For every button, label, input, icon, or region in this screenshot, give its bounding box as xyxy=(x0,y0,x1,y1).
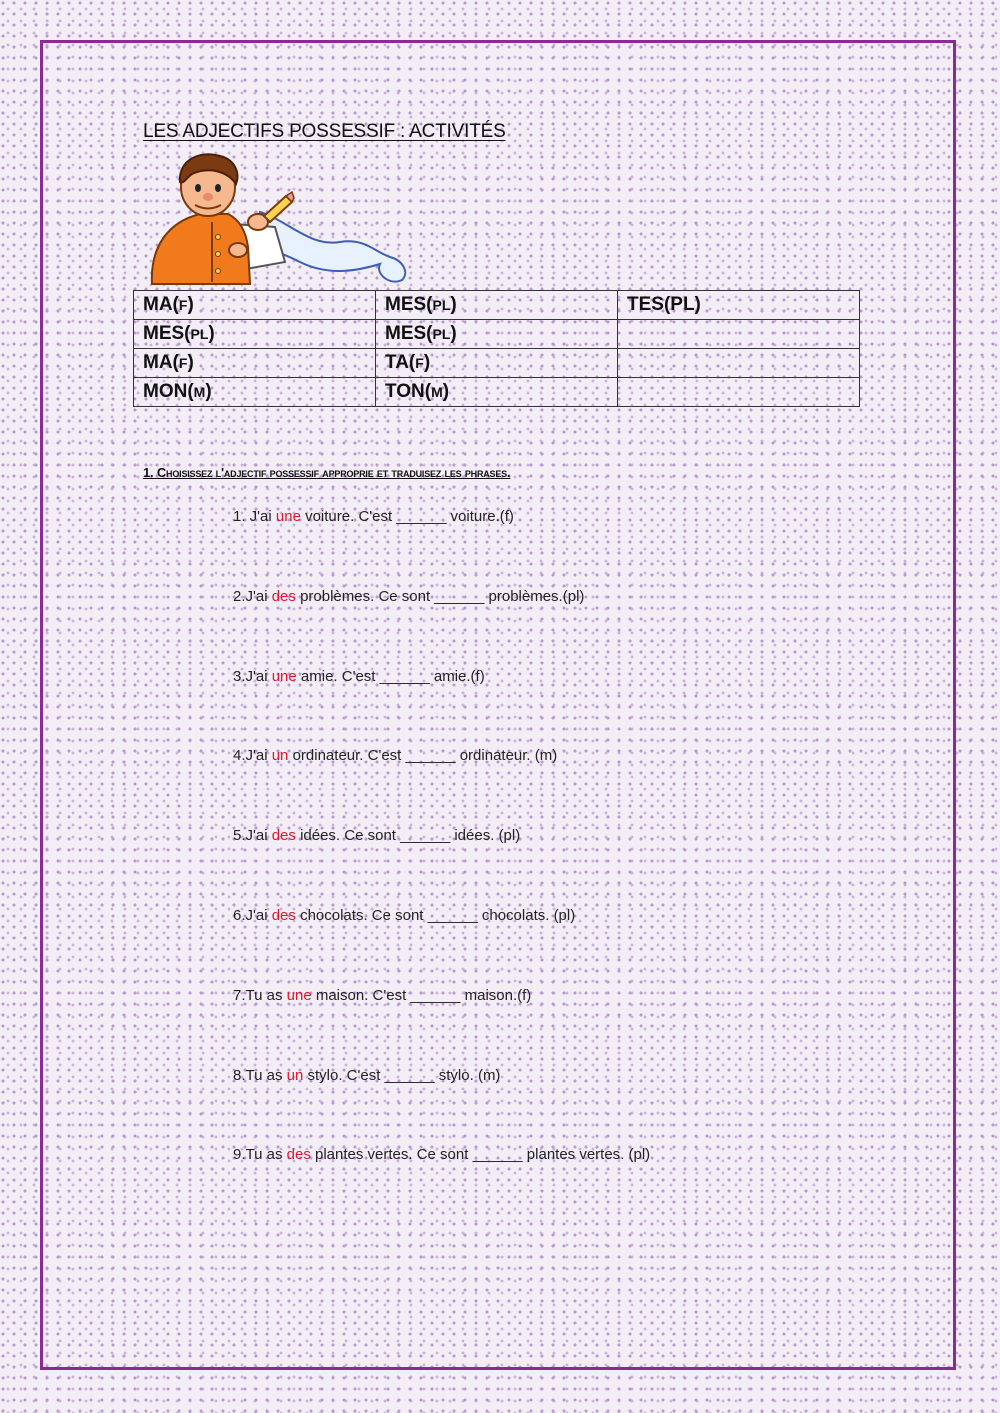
sentence-end: amie. C'est ______ amie.(f) xyxy=(296,667,485,685)
cell-word: MA( xyxy=(143,294,179,315)
cell-word: TA( xyxy=(385,352,416,373)
cell-gender: F xyxy=(178,355,188,371)
sentence-end: problèmes. Ce sont ______ problèmes.(pl) xyxy=(295,587,585,605)
table-cell xyxy=(618,291,860,320)
page-title: LES ADJECTIFS POSSESSIF : ACTIVITÉS xyxy=(143,121,506,142)
table-cell xyxy=(618,320,860,349)
sentence-start: 2.J'ai xyxy=(233,587,272,605)
cell-word: MON( xyxy=(143,381,194,402)
cell-gender: PL xyxy=(432,326,451,342)
exercise-sentence xyxy=(233,1067,500,1084)
table-cell xyxy=(618,378,860,407)
exercise-sentence xyxy=(233,987,531,1004)
exercise-sentence xyxy=(233,827,520,844)
sentence-end: stylo. C'est ______ stylo. (m) xyxy=(303,1066,501,1084)
cell-word: TES(PL) xyxy=(627,294,701,315)
table-cell xyxy=(376,349,618,378)
article-highlight: des xyxy=(286,1146,311,1164)
sentence-end: idées. Ce sont ______ idées. (pl) xyxy=(295,827,521,845)
cell-gender: F xyxy=(178,297,188,313)
article-highlight: une xyxy=(286,986,312,1004)
cell-gender: PL xyxy=(432,297,451,313)
table-row xyxy=(134,349,860,378)
table-row xyxy=(134,378,860,407)
cell-close: ) xyxy=(205,381,212,402)
table-row xyxy=(134,291,860,320)
exercise-sentence xyxy=(233,668,485,685)
sentence-start: 3.J'ai xyxy=(233,667,272,685)
table-cell xyxy=(618,349,860,378)
cell-close: ) xyxy=(208,323,215,344)
table-cell xyxy=(376,320,618,349)
table-cell xyxy=(134,378,376,407)
article-highlight: une xyxy=(271,667,297,685)
cell-word: MA( xyxy=(143,352,179,373)
sentence-end: voiture. C'est ______ voiture.(f) xyxy=(300,508,514,525)
cell-word: MES( xyxy=(143,323,191,344)
cell-close: ) xyxy=(442,381,450,402)
cell-close: ) xyxy=(450,294,457,315)
table-cell xyxy=(134,291,376,320)
exercise-sentence xyxy=(233,1146,650,1163)
article-highlight: un xyxy=(286,1066,304,1084)
article-highlight: un xyxy=(271,747,289,765)
table-cell xyxy=(134,320,376,349)
sentence-end: chocolats. Ce sont ______ chocolats. (pl) xyxy=(295,907,576,924)
boy-writing-illustration xyxy=(140,152,415,287)
cell-gender: M xyxy=(431,384,443,400)
sentence-start: 1. J'ai xyxy=(233,508,276,525)
exercise-sentence xyxy=(233,508,514,525)
exercise-sentence xyxy=(233,747,557,764)
cell-gender: PL xyxy=(190,326,209,342)
article-highlight: des xyxy=(271,907,296,924)
article-highlight: des xyxy=(271,587,296,605)
table-cell xyxy=(376,291,618,320)
table-cell xyxy=(134,349,376,378)
cell-word: MES( xyxy=(385,323,433,344)
possessive-table xyxy=(133,290,860,407)
sentence-start: 7.Tu as xyxy=(233,986,287,1004)
sentence-start: 4.J'ai xyxy=(233,747,272,765)
sentence-start: 5.J'ai xyxy=(233,827,272,845)
cell-close: ) xyxy=(450,323,457,344)
table-row xyxy=(134,320,860,349)
cell-gender: F xyxy=(415,355,424,371)
cell-word: MES( xyxy=(385,294,433,315)
sentence-end: maison. C'est ______ maison.(f) xyxy=(311,986,532,1004)
sentence-end: plantes vertes. Ce sont ______ plantes vertes. (pl) xyxy=(310,1146,651,1164)
sentence-end: ordinateur. C'est ______ ordinateur. (m) xyxy=(288,747,558,765)
cell-close: ) xyxy=(423,352,431,373)
exercise-sentence xyxy=(233,588,584,605)
exercise-instruction: 1. Choisissez l'adjectif possessif approprie et traduisez les phrases. xyxy=(143,465,511,480)
cell-gender: M xyxy=(193,384,206,400)
sentence-start: 9.Tu as xyxy=(233,1146,287,1164)
cell-word: TON( xyxy=(385,381,432,402)
cell-close: ) xyxy=(187,294,194,315)
sentence-start: 8.Tu as xyxy=(233,1066,287,1084)
table-cell xyxy=(376,378,618,407)
sentence-start: 6.J'ai xyxy=(233,907,272,924)
article-highlight: des xyxy=(271,827,296,845)
exercise-sentence xyxy=(233,907,575,924)
cell-close: ) xyxy=(187,352,194,373)
article-highlight: une xyxy=(275,508,301,525)
